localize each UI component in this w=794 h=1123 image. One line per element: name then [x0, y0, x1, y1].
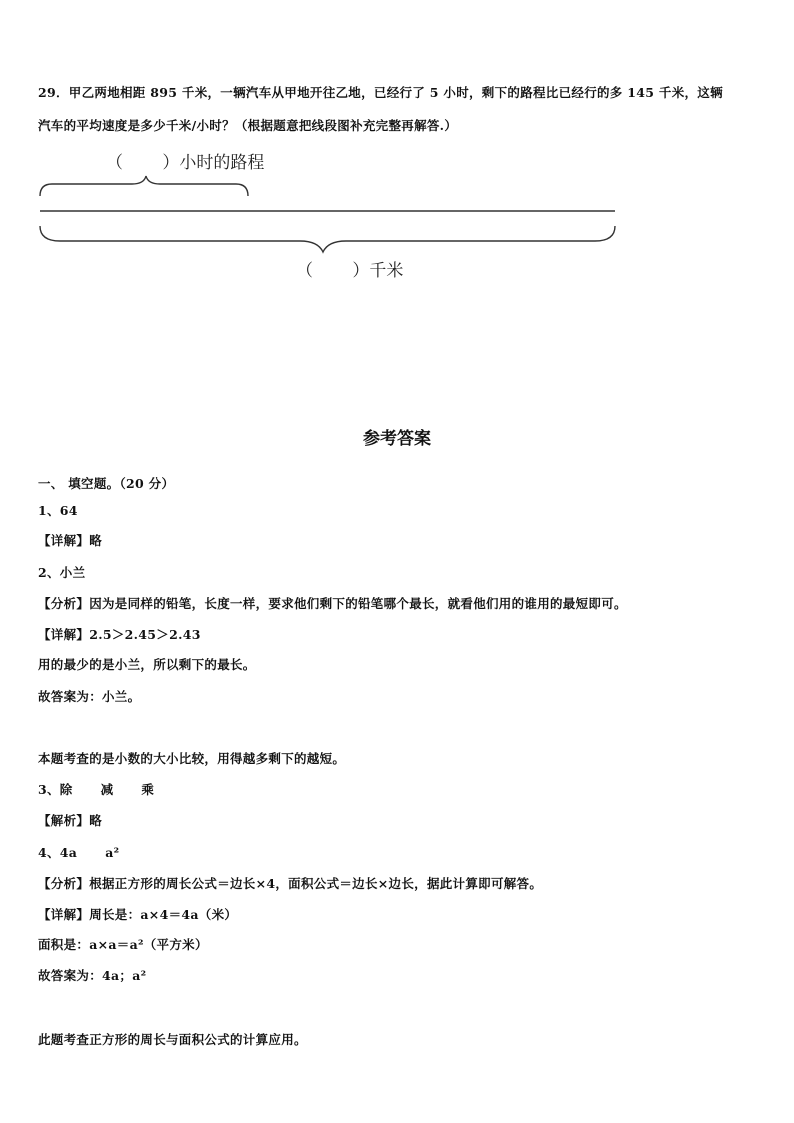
problem-line-1: 29．甲乙两地相距 895 千米，一辆汽车从甲地开往乙地，已经行了 5 小时，剩下的路程比已经行的多 145 千米，这辆 [38, 85, 723, 100]
section-heading: 一、 填空题。（20 分） [38, 476, 175, 491]
bottom-brace [40, 226, 615, 252]
top-brace-label: （ ）小时的路程 [106, 153, 265, 173]
answer-4-b: a² [105, 845, 120, 860]
answer-4-detail: 【详解】周长是：a×4＝4a（米） [38, 907, 238, 922]
top-brace [40, 176, 248, 196]
answer-4-note: 此题考查正方形的周长与面积公式的计算应用。 [38, 1032, 307, 1047]
answer-3-a: 3、除 [38, 782, 73, 797]
answer-4-line2: 面积是：a×a＝a²（平方米） [38, 937, 208, 952]
answer-3-b: 减 [100, 782, 114, 797]
problem-line-2: 汽车的平均速度是多少千米/小时？（根据题意把线段图补充完整再解答.） [38, 118, 458, 133]
answer-2: 2、小兰 [38, 565, 86, 580]
answer-2-note: 本题考查的是小数的大小比较，用得越多剩下的越短。 [38, 751, 346, 766]
answer-3 [38, 780, 154, 798]
answer-1-detail: 【详解】略 [38, 533, 103, 548]
answer-2-detail: 【详解】2.5＞2.45＞2.43 [38, 627, 201, 642]
answer-4 [38, 843, 119, 861]
answer-1: 1、64 [38, 503, 78, 518]
answer-4-a: 4、4a [38, 845, 78, 860]
answer-2-line2: 用的最少的是小兰，所以剩下的最长。 [38, 657, 256, 672]
answer-2-analysis: 【分析】因为是同样的铅笔，长度一样，要求他们剩下的铅笔哪个最长，就看他们用的谁用的最短即可。 [38, 596, 627, 611]
answer-3-detail: 【解析】略 [38, 813, 103, 828]
answer-3-c: 乘 [141, 782, 155, 797]
answer-4-analysis: 【分析】根据正方形的周长公式＝边长×4，面积公式＝边长×边长，据此计算即可解答。 [38, 876, 543, 891]
answers-title: 参考答案 [363, 429, 431, 449]
answer-2-answer: 故答案为：小兰。 [38, 689, 141, 704]
bottom-brace-label: （ ）千米 [296, 261, 404, 281]
answer-4-answer: 故答案为：4a；a² [38, 968, 147, 983]
